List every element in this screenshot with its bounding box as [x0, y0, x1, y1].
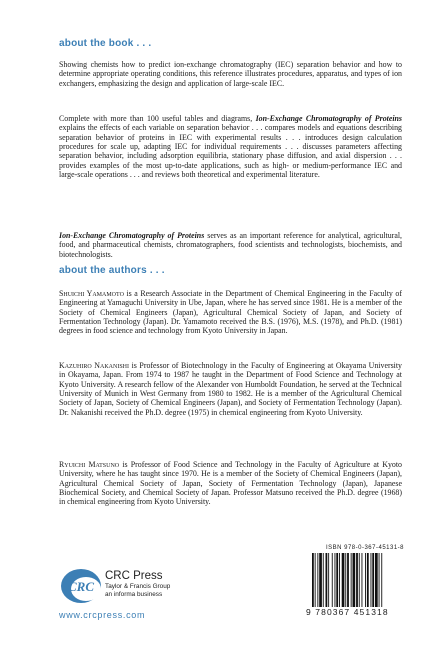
publisher-url[interactable]: www.crcpress.com: [59, 610, 146, 620]
author-bio-matsuno: [59, 460, 402, 507]
barcode: [312, 553, 404, 607]
author-name: Shuichi Yamamoto: [59, 289, 124, 298]
barcode-bar: [365, 553, 366, 607]
about-authors-heading: about the authors . . .: [59, 265, 165, 276]
p2-body: explains the effects of each variable on separation behavior . . . compares models and equations describing separation behavior of proteins in IEC with experimental results . . . introduces design calculation procedures for scale up, adapting IEC for individual requirements . . . discusses parameters affecting separation behavior, including adsorption equilibria, stationary phase diffusion, and axial dispersion . . . provides examples of the most up-to-date applications, such as high- or medium-performance IEC and large-scale operations . . . and reviews both theoretical and experimental literature.: [59, 123, 402, 180]
author-bio-nakanishi: [59, 361, 402, 417]
barcode-bar: [359, 553, 360, 607]
about-book-heading: about the book . . .: [59, 38, 152, 49]
author-bio-yamamoto: [59, 289, 402, 336]
barcode-bar: [347, 553, 349, 607]
author-bio-text: is Professor of Biotechnology in the Faculty of Engineering at Okayama University in Okayama, Japan. From 1974 to 1987 he taught in the Department of Food Science and Technology at Kyoto University. A research fellow of the Alexander von Humboldt Foundation, he served at the Technical University of Munich in West Germany from 1980 to 1982. He is a member of the Agricultural Chemical Society of Japan, Society of Chemical Engineers (Japan), and Society of Fermentation Technology (Japan). Dr. Nakanishi received the Ph.D. degree (1975) in chemical engineering from Kyoto University.: [59, 361, 402, 417]
barcode-bar: [326, 553, 328, 607]
publisher-group: Taylor & Francis Group: [105, 583, 171, 590]
barcode-bar: [315, 553, 316, 607]
barcode-number: 9 780367 451318: [306, 607, 389, 617]
barcode-bar: [336, 553, 338, 607]
barcode-bar: [317, 553, 318, 607]
barcode-block: [306, 545, 404, 621]
book-title: Ion-Exchange Chromatography of Proteins: [59, 231, 205, 240]
barcode-bar: [379, 553, 380, 607]
barcode-bar: [323, 553, 324, 607]
p2-intro: Complete with more than 100 useful tables and diagrams,: [59, 114, 256, 123]
barcode-bar: [375, 553, 378, 607]
crc-press-logo: [59, 566, 103, 606]
logo-text: CRC: [67, 579, 95, 594]
barcode-bar: [371, 553, 372, 607]
about-book-paragraph-2: [59, 114, 402, 179]
barcode-bar: [381, 553, 382, 607]
barcode-bar: [345, 553, 346, 607]
book-title: Ion-Exchange Chromatography of Proteins: [255, 114, 402, 123]
barcode-bar: [312, 553, 314, 607]
barcode-bar: [319, 553, 322, 607]
barcode-bar: [351, 553, 352, 607]
barcode-bar: [353, 553, 356, 607]
isbn-label: ISBN 978-0-367-45131-8: [325, 545, 404, 551]
about-book-paragraph-3: [59, 231, 402, 259]
barcode-bar: [372, 553, 374, 607]
barcode-bar: [342, 553, 345, 607]
author-name: Kazuhiro Nakanishi: [59, 361, 129, 370]
publisher-name: CRC Press: [105, 570, 163, 582]
author-bio-text: is Professor of Food Science and Technology in the Faculty of Agriculture at Kyoto University, where he has taught since 1970. He is a member of the Society of Chemical Engineers (Japan), Agricultural Chemical Society of Japan, Society of Fermentation Technology (Japan), Japanese Biochemical Society, and Chemical Society of Japan. Professor Matsuno received the Ph.D. degree (1968) in chemical engineering from Kyoto University.: [59, 460, 402, 507]
publisher-tagline: an informa business: [105, 590, 163, 598]
p3-body: serves as an important reference for analytical, agricultural, food, and pharmaceutical chemists, chromatographers, food scientists and technologists, biochemists, and biotechnologists.: [59, 231, 402, 259]
about-book-paragraph-1: Showing chemists how to predict ion-exchange chromatography (IEC) separation behavior and how to determine appropriate operating conditions, this reference illustrates procedures, apparatus, and types of ion exchangers, emphasizing the design and application of large-scale IEC.: [59, 60, 402, 88]
barcode-bar: [335, 553, 336, 607]
author-name: Ryuichi Matsuno: [59, 460, 120, 469]
barcode-bar: [367, 553, 369, 607]
author-bio-text: is a Research Associate in the Department of Chemical Engineering in the Faculty of Engineering at Yamaguchi University in Ube, Japan, where he has served since 1981. He is a member of the Society of Chemical Engineers (Japan), Agricultural Chemical Society of Japan, and Society of Fermentation Technology (Japan). Dr. Yamamoto received the B.S. (1976), M.S. (1978), and Ph.D. (1981) degrees in food science and technology from Kyoto University in Japan.: [59, 289, 402, 336]
barcode-bar: [356, 553, 358, 607]
barcode-bar: [339, 553, 340, 607]
barcode-bar: [328, 553, 329, 607]
publisher-brand: [105, 570, 170, 598]
barcode-bar: [362, 553, 363, 607]
barcode-bar: [332, 553, 333, 607]
